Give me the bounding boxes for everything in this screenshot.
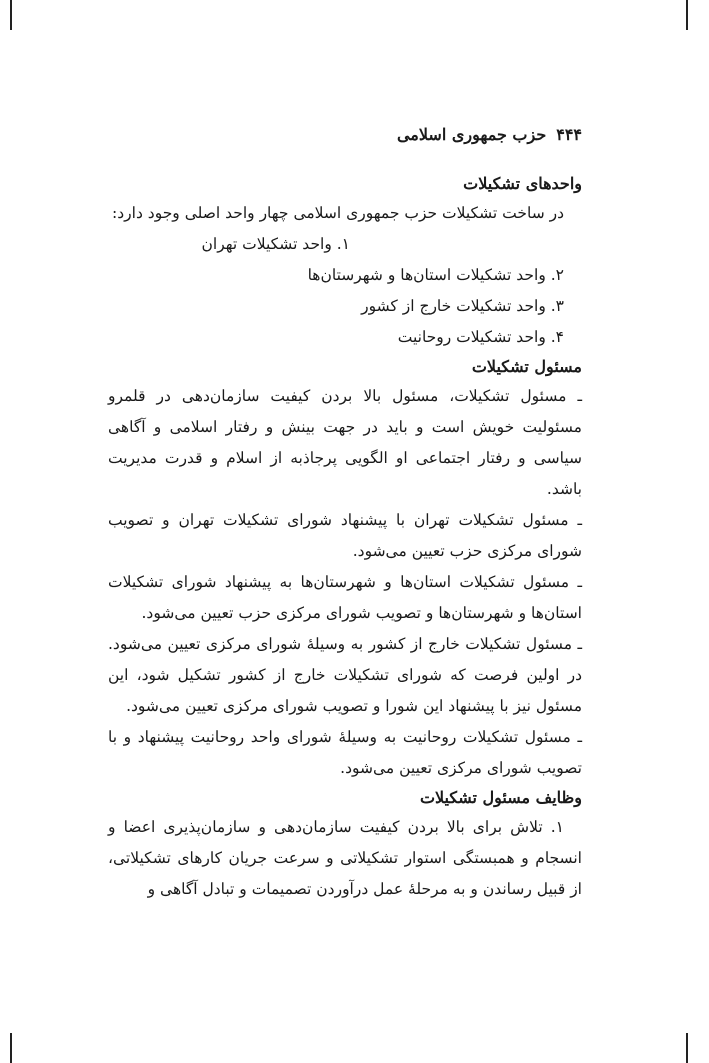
crop-mark-bottom-right-v: [686, 1033, 688, 1063]
crop-mark-top-left-v: [10, 0, 12, 30]
list-item: ۲. واحد تشکیلات استان‌ها و شهرستان‌ها: [307, 266, 564, 284]
list-item: ۴. واحد تشکیلات روحانیت: [397, 328, 564, 346]
units-intro: در ساخت تشکیلات حزب جمهوری اسلامی چهار واحد اصلی وجود دارد:: [112, 204, 564, 222]
list-item: ۱. واحد تشکیلات تهران: [201, 235, 350, 253]
duties-paragraph: ۱. تلاش برای بالا بردن کیفیت سازمان‌دهی و سازمان‌پذیری اعضا و انسجام و همبستگی استوار تشکیلاتی و سرعت جریان کارهای تشکیلاتی، از قبیل رساندن و به مرحلهٔ عمل درآوردن تصمیمات و تبادل آگاهی و: [108, 818, 582, 898]
list-item: ۳. واحد تشکیلات خارج از کشور: [361, 297, 564, 315]
officer-paragraph-5: ـ مسئول تشکیلات روحانیت به وسیلهٔ شورای واحد روحانیت پیشنهاد و با تصویب شورای مرکزی تعیین می‌شود.: [108, 728, 582, 777]
units-list: [108, 229, 582, 353]
duties-heading: وظایف مسئول تشکیلات: [419, 788, 582, 807]
officer-paragraph-4: ـ مسئول تشکیلات خارج از کشور به وسیلهٔ شورای مرکزی تعیین می‌شود. در اولین فرصت که شورای تشکیلات خارج از کشور تشکیل شود، این مسئول نیز با پیشنهاد این شورا و تصویب شورای مرکزی تعیین می‌شود.: [108, 635, 582, 715]
officer-paragraph-3: ـ مسئول تشکیلات استان‌ها و شهرستان‌ها به پیشنهاد شورای تشکیلات استان‌ها و شهرستان‌ها و تصویب شورای مرکزی حزب تعیین می‌شود.: [108, 573, 582, 622]
book-page: [108, 122, 582, 905]
running-header: [108, 122, 582, 148]
officer-paragraph-1: ـ مسئول تشکیلات، مسئول بالا بردن کیفیت سازمان‌دهی در قلمرو مسئولیت خویش است و باید در جهت بینش و رفتار اسلامی و آگاهی سیاسی و رفتار اجتماعی او الگویی پرجاذبه از اسلام و قدرت مدیریت باشد.: [108, 387, 582, 498]
officer-paragraph-2: ـ مسئول تشکیلات تهران با پیشنهاد شورای تشکیلات تهران و تصویب شورای مرکزی حزب تعیین می‌شود.: [108, 511, 582, 560]
crop-mark-bottom-left-v: [10, 1033, 12, 1063]
crop-mark-top-right-v: [686, 0, 688, 30]
running-title: حزب جمهوری اسلامی: [396, 125, 547, 144]
units-heading: واحدهای تشکیلات: [463, 174, 582, 193]
page-number: ۴۴۴: [556, 125, 582, 144]
officer-heading: مسئول تشکیلات: [471, 357, 582, 376]
